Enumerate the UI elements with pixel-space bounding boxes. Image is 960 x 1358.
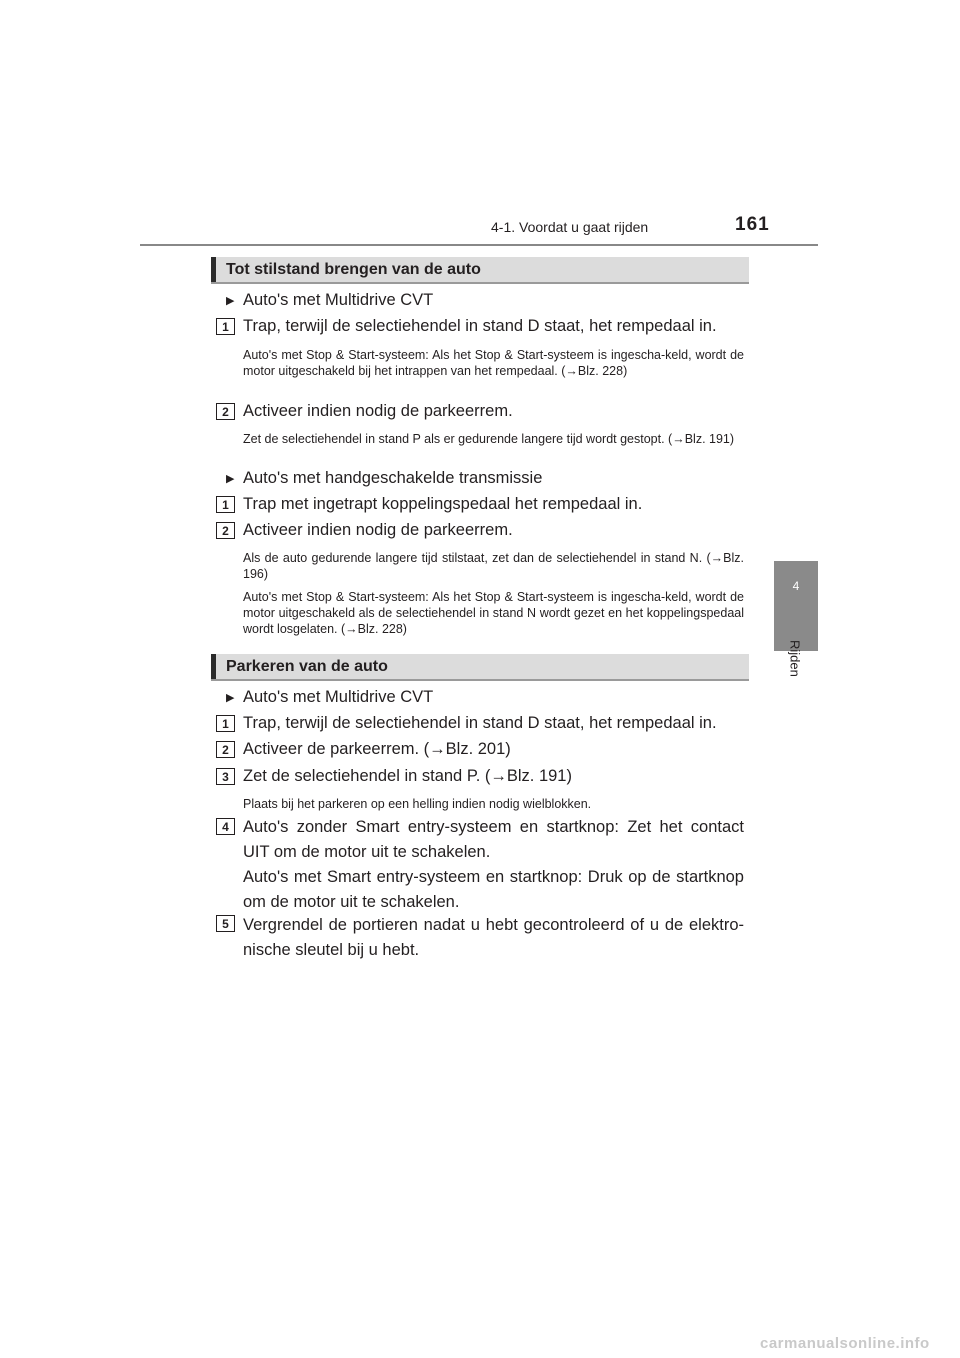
step-number: 3	[216, 768, 235, 785]
section-title: Parkeren van de auto	[226, 658, 388, 675]
chapter-label: Rijden	[787, 640, 803, 677]
step-text: Auto's met Smart entry-systeem en startknop: Druk op de startknop om de motor uit te schakelen.	[243, 868, 744, 911]
chapter-tab	[774, 561, 818, 651]
step-number: 2	[216, 522, 235, 539]
step-text: Auto's zonder Smart entry-systeem en startknop: Zet het contact UIT om de motor uit te schakelen.	[243, 818, 744, 861]
step-number: 5	[216, 915, 235, 932]
step-note: Auto's met Stop & Start-systeem: Als het Stop & Start-systeem is ingescha-keld, wordt de motor uitgeschakeld als de selectiehendel in stand N wordt gezet en het koppelingspedaal wordt losgelaten. (→Blz. 228)	[243, 590, 744, 636]
condition-heading-cvt	[226, 291, 433, 310]
running-header-section: 4-1. Voordat u gaat rijden	[491, 219, 649, 235]
step-text: Activeer indien nodig de parkeerrem.	[243, 521, 513, 539]
page-number: 161	[735, 214, 770, 235]
triangle-bullet-icon: ▶	[226, 295, 235, 307]
section-heading-parking	[211, 654, 749, 681]
triangle-bullet-icon: ▶	[226, 473, 235, 485]
step-text: Trap, terwijl de selectiehendel in stand D staat, het rempedaal in.	[243, 714, 717, 732]
step-text: Trap met ingetrapt koppelingspedaal het rempedaal in.	[243, 495, 643, 513]
step-note: Plaats bij het parkeren op een helling indien nodig wielblokken.	[243, 797, 592, 811]
step-number: 1	[216, 496, 235, 513]
step-number: 4	[216, 818, 235, 835]
step-note: Als de auto gedurende langere tijd stilstaat, zet dan de selectiehendel in stand N. (→Blz. 196)	[243, 551, 744, 581]
triangle-bullet-icon: ▶	[226, 692, 235, 704]
section-heading-stopping	[211, 257, 749, 284]
header-divider	[140, 244, 818, 246]
step-text: Trap, terwijl de selectiehendel in stand D staat, het rempedaal in.	[243, 317, 717, 335]
section-title: Tot stilstand brengen van de auto	[226, 261, 481, 278]
condition-label: Auto's met Multidrive CVT	[243, 688, 434, 706]
step-text: Zet de selectiehendel in stand P. (→Blz. 191)	[243, 767, 572, 785]
step-number: 1	[216, 318, 235, 335]
step-text: Activeer de parkeerrem. (→Blz. 201)	[243, 740, 511, 758]
step-note: Auto's met Stop & Start-systeem: Als het Stop & Start-systeem is ingescha-keld, wordt de motor uitgeschakeld bij het intrappen van het rempedaal. (→Blz. 228)	[243, 348, 744, 378]
step-note: Zet de selectiehendel in stand P als er gedurende langere tijd wordt gestopt. (→Blz. 191)	[243, 432, 735, 446]
step-number: 2	[216, 741, 235, 758]
step-number: 1	[216, 715, 235, 732]
watermark-text: carmanualsonline.info	[760, 1335, 930, 1352]
step-number: 2	[216, 403, 235, 420]
step-text: Activeer indien nodig de parkeerrem.	[243, 402, 513, 420]
condition-label: Auto's met handgeschakelde transmissie	[243, 469, 543, 487]
condition-heading-manual	[226, 469, 542, 488]
condition-heading-cvt	[226, 688, 433, 707]
step-text: Vergrendel de portieren nadat u hebt gecontroleerd of u de elektro-nische sleutel bij u hebt.	[243, 916, 744, 959]
chapter-number: 4	[792, 579, 800, 593]
condition-label: Auto's met Multidrive CVT	[243, 291, 434, 309]
